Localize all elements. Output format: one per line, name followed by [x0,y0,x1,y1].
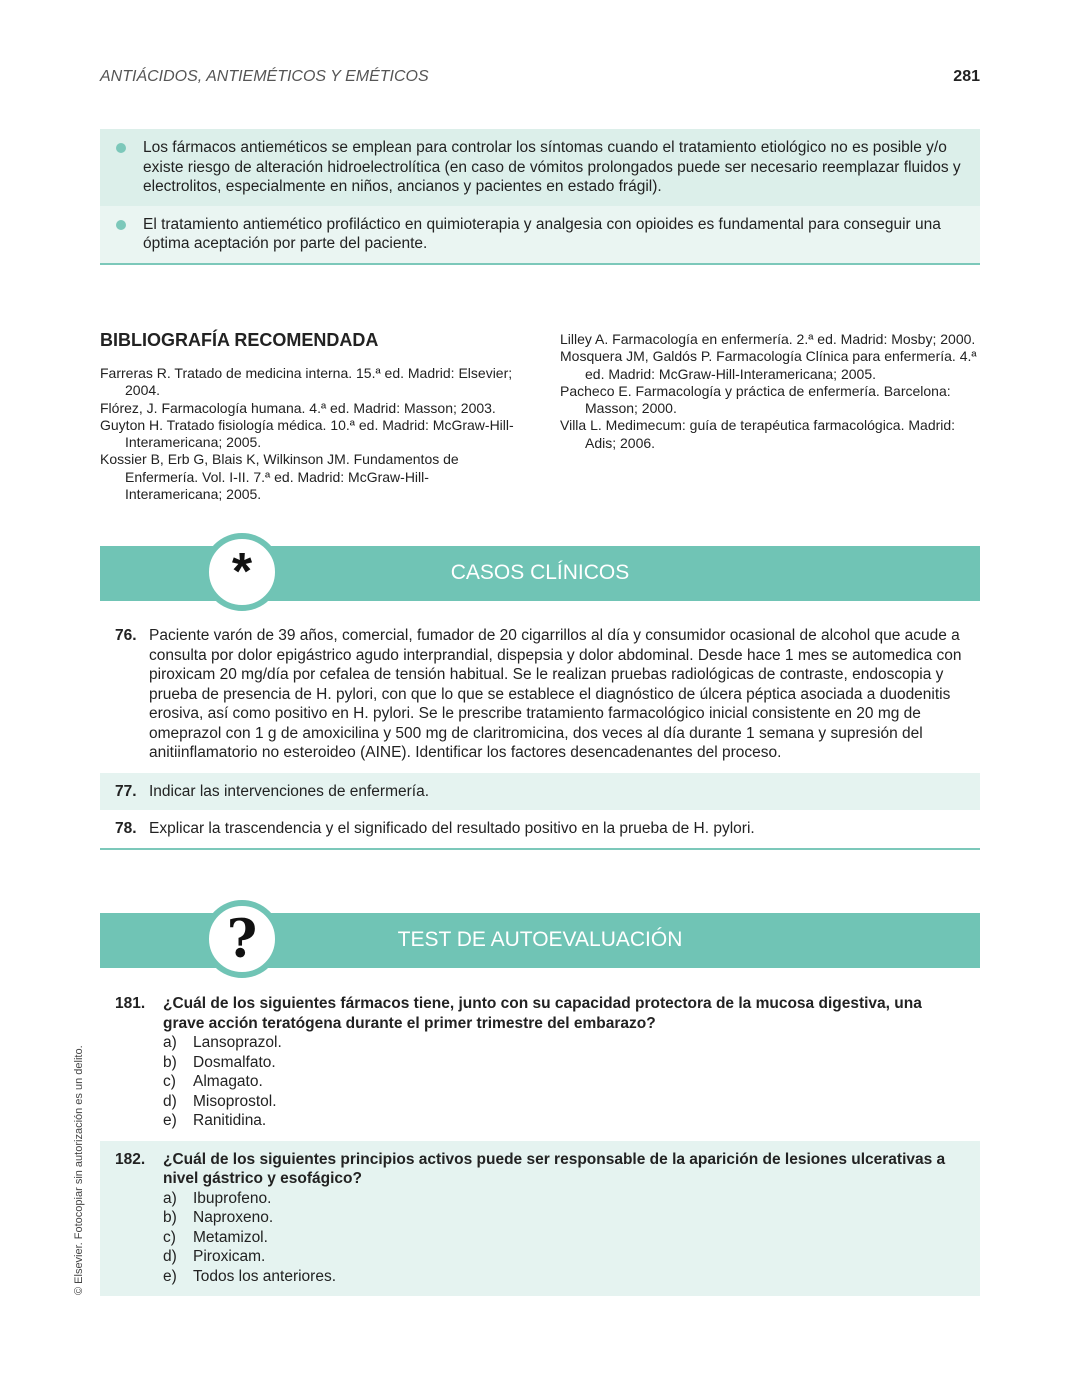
test-question [100,1141,980,1297]
copyright-note: © Elsevier. Fotocopiar sin autorización es un delito. [73,1045,85,1295]
reference: Guyton H. Tratado fisiología médica. 10.ª ed. Madrid: McGraw-Hill-Interamericana; 2005. [100,416,514,451]
option-text: Lansoprazol. [193,1034,282,1051]
question-number: 181. [115,995,146,1012]
option-text: Almagato. [193,1073,263,1090]
case-item [100,773,980,811]
question-icon: ? [203,900,281,978]
answer-option [163,1111,966,1131]
asterisk-icon: * [203,533,281,611]
answer-option [163,1228,966,1248]
reference: Kossier B, Erb G, Blais K, Wilkinson JM. Fundamentos de Enfermería. Vol. I-II. 7.ª ed. Madrid: McGraw-Hill-Interamericana; 2005. [100,451,459,503]
option-letter: a) [163,1189,177,1207]
answer-option [163,1053,966,1073]
bibliography-title: BIBLIOGRAFÍA RECOMENDADA [100,330,379,350]
answer-option [163,1033,966,1053]
answer-option [163,1092,966,1112]
option-text: Dosmalfato. [193,1053,276,1071]
reference: Farreras R. Tratado de medicina interna. 15.ª ed. Madrid: Elsevier; 2004. [100,365,513,399]
option-letter: b) [163,1209,177,1226]
answer-option [163,1208,966,1228]
case-number: 76. [115,627,137,644]
case-number: 77. [115,782,137,800]
reference: Mosquera JM, Galdós P. Farmacología Clínica para enfermería. 4.ª ed. Madrid: McGraw-Hill-Interamericana; 2005. [560,348,977,382]
running-header: ANTIÁCIDOS, ANTIEMÉTICOS Y EMÉTICOS [100,68,429,85]
case-text: Indicar las intervenciones de enfermería. [149,782,430,800]
option-letter: c) [163,1228,176,1246]
case-item [100,621,980,773]
summary-box [100,129,980,265]
option-letter: d) [163,1092,177,1110]
test-question [100,989,980,1141]
option-text: Misoprostol. [193,1092,277,1110]
option-text: Naproxeno. [193,1209,274,1226]
bibliography-left [100,365,520,503]
reference: Villa L. Medimecum: guía de terapéutica farmacológica. Madrid: Adis; 2006. [560,417,956,451]
answer-option [163,1247,966,1267]
question-number: 182. [115,1150,146,1168]
bullet-icon [116,143,126,153]
option-text: Ibuprofeno. [193,1189,272,1207]
reference: Flórez, J. Farmacología humana. 4.ª ed. Madrid: Masson; 2003. [100,399,496,416]
reference: Lilley A. Farmacología en enfermería. 2.ª ed. Madrid: Mosby; 2000. [560,331,976,347]
option-letter: e) [163,1267,177,1285]
test-title: TEST DE AUTOEVALUACIÓN [397,928,683,951]
page-number: 281 [953,68,980,85]
question-text: ¿Cuál de los siguientes fármacos tiene, junto con su capacidad protectora de la mucosa digestiva, una grave acción teratógena durante el primer trimestre del embarazo? [163,995,922,1032]
summary-item [100,206,980,263]
summary-text: El tratamiento antiemético profiláctico en quimioterapia y analgesia con opioides es fundamental para conseguir una óptima aceptación por parte del paciente. [143,215,941,252]
test-banner [100,908,980,970]
cases-title: CASOS CLÍNICOS [450,561,630,584]
case-item [100,810,980,848]
case-text: Explicar la trascendencia y el significado del resultado positivo en la prueba de H. pylori. [149,820,755,837]
cases-list [100,621,980,850]
option-text: Piroxicam. [193,1248,266,1265]
option-letter: c) [163,1073,176,1090]
option-text: Metamizol. [193,1228,268,1246]
question-text: ¿Cuál de los siguientes principios activos puede ser responsable de la aparición de lesiones ulcerativas a nivel gástrico y esofágico? [163,1150,946,1187]
option-letter: d) [163,1248,177,1265]
option-text: Todos los anteriores. [193,1267,337,1285]
answer-option [163,1267,966,1287]
option-text: Ranitidina. [193,1112,267,1129]
bullet-icon [116,220,126,230]
answer-option [163,1072,966,1092]
cases-banner [100,543,980,601]
case-number: 78. [115,820,137,837]
option-letter: a) [163,1034,177,1051]
summary-item [100,129,980,206]
option-letter: b) [163,1053,177,1071]
test-list [100,989,980,1296]
answer-option [163,1189,966,1209]
reference: Pacheco E. Farmacología y práctica de enfermería. Barcelona: Masson; 2000. [560,382,951,417]
summary-text: Los fármacos antieméticos se emplean para controlar los síntomas cuando el tratamiento etiológico no es posible y/o existe riesgo de alteración hidroelectrolítica (en caso de vómitos prolongados puede ser necesario reemplazar fluidos y electrolitos, especialmente en niños, ancianos y pacientes en estado frágil). [143,139,961,195]
bibliography-right [560,331,980,452]
case-text: Paciente varón de 39 años, comercial, fumador de 20 cigarrillos al día y consumidor ocasional de alcohol que acude a consulta por dolor epigástrico agudo interprandial, dispepsia y dolor abdominal. Desde hace 1 mes se automedica con piroxicam 20 mg/día por cefalea de tensión habitual. Se le realizan pruebas radiológicas de contraste, endoscopia y prueba de presencia de H. pylori, con que lo que se establece el diagnóstico de úlcera péptica asociada a duodenitis erosiva, así como positivo en H. pylori. Se le prescribe tratamiento farmacológico inicial consistente en 20 mg de omeprazol con 1 g de amoxicilina y 500 mg de claritromicina, dos veces al día durante 1 semana y supresión del anitiinflamatorio no esteroideo (AINE). Identificar los factores desencadenantes del proceso. [149,627,962,761]
option-letter: e) [163,1112,177,1129]
